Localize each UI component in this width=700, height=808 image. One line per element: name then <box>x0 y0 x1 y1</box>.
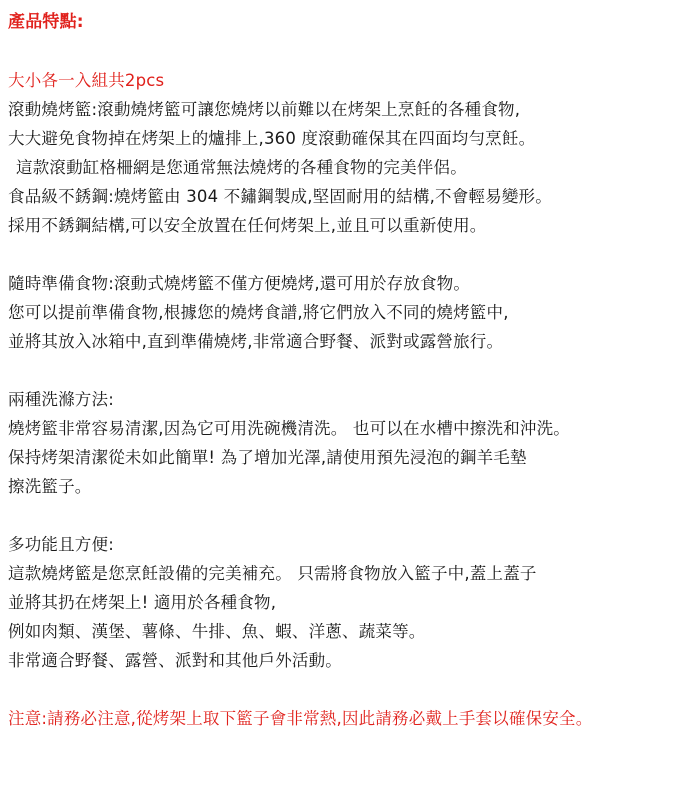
multi-section <box>8 530 700 675</box>
intro-section <box>8 66 700 240</box>
prep-section <box>8 269 700 356</box>
prep-line: 並將其放入冰箱中,直到準備燒烤,非常適合野餐、派對或露營旅行。 <box>8 332 504 351</box>
spacer <box>8 501 700 530</box>
wash-heading: 兩種洗滌方法: <box>8 390 114 409</box>
multi-line: 例如肉類、漢堡、薯條、牛排、魚、蝦、洋蔥、蔬菜等。 <box>8 622 426 641</box>
multi-heading: 多功能且方便: <box>8 535 114 554</box>
multi-line: 非常適合野餐、露營、派對和其他戶外活動。 <box>8 651 342 670</box>
multi-line: 並將其扔在烤架上! 適用於各種食物, <box>8 593 277 612</box>
spacer <box>8 675 700 704</box>
wash-line: 燒烤籃非常容易清潔,因為它可用洗碗機清洗。 也可以在水槽中擦洗和沖洗。 <box>8 419 570 438</box>
spacer <box>8 240 700 269</box>
intro-line: 這款滾動缸格柵網是您通常無法燒烤的各種食物的完美伴侶。 <box>16 158 467 177</box>
intro-line: 滾動燒烤籃:滾動燒烤籃可讓您燒烤以前難以在烤架上烹飪的各種食物, <box>8 100 521 119</box>
safety-notice: 注意:請務必注意,從烤架上取下籃子會非常熱,因此請務必戴上手套以確保安全。 <box>8 709 593 728</box>
intro-line: 採用不銹鋼結構,可以安全放置在任何烤架上,並且可以重新使用。 <box>8 216 487 235</box>
prep-line: 您可以提前準備食物,根據您的燒烤食譜,將它們放入不同的燒烤籃中, <box>8 303 509 322</box>
features-heading: 產品特點: <box>8 12 84 32</box>
wash-section <box>8 385 700 501</box>
wash-line: 保持烤架清潔從未如此簡單! 為了增加光澤,請使用預先浸泡的鋼羊毛墊 <box>8 448 527 467</box>
spacer <box>8 356 700 385</box>
prep-line: 隨時準備食物:滾動式燒烤籃不僅方便燒烤,還可用於存放食物。 <box>8 274 471 293</box>
set-subtitle: 大小各一入組共2pcs <box>8 71 165 90</box>
spacer <box>8 37 700 66</box>
multi-line: 這款燒烤籃是您烹飪設備的完美補充。 只需將食物放入籃子中,蓋上蓋子 <box>8 564 537 583</box>
wash-line: 擦洗籃子。 <box>8 477 92 496</box>
intro-line: 大大避免食物掉在烤架上的爐排上,360 度滾動確保其在四面均勻烹飪。 <box>8 129 536 148</box>
intro-line: 食品級不銹鋼:燒烤籃由 304 不鏽鋼製成,堅固耐用的結構,不會輕易變形。 <box>8 187 552 206</box>
